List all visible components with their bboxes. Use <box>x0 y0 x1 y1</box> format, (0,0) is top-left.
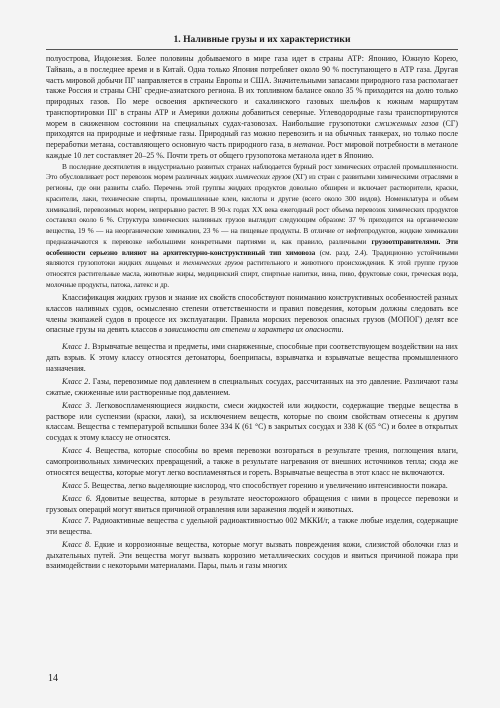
bold-phrase: грузоотправителями. Эти особенности серьезно влияют на архитектурно-конструктивный тип химовоза <box>46 236 458 257</box>
italic-term: Класс 6 <box>62 494 90 504</box>
text-run: . Газы, перевозимые под давлением в специальных сосудах, рассчитанных на это давление. Различают газы сжатые, сжиженные или растворенные под давлением. <box>46 376 458 397</box>
paragraph <box>46 481 458 492</box>
header-rule <box>46 49 458 50</box>
text-run: . Едкие и коррозионные вещества, которые могут вызвать повреждения кожи, слизистой оболочки глаз и дыхательных путей. Эти вещества могут вызвать коррозию металлических сосудов и явиться причиной пожара при взаимодействии с некоторыми материалами. Пары, пыль и газы многих <box>46 539 458 571</box>
italic-term: технических грузов <box>183 258 244 268</box>
italic-term: химических грузов <box>235 172 291 182</box>
paragraph <box>46 540 458 572</box>
italic-term: пищевых <box>145 258 173 268</box>
paragraph <box>46 54 458 162</box>
paragraph <box>46 401 458 444</box>
text-run: (см. разд. 2.4). Традиционно устойчивыми являются грузопотоки жидких <box>46 247 458 268</box>
paragraph <box>46 293 458 336</box>
italic-term: Класс 2 <box>62 376 89 386</box>
text-run: и <box>172 258 184 268</box>
text-run: растительного и животного происхождения. К этой группе грузов относятся растительные масла, животные жиры, медицинский спирт, спиртные напитки, вина, пиво, фруктовые соки, греческая вода, молочные продукты, патока, латекс и др. <box>46 258 458 289</box>
paragraph <box>46 446 458 478</box>
text-run: В последние десятилетия в индустриально развитых странах наблюдается бурный рост химических отраслей промышленности. Это обусловливает рост перевозок морем различных жидких <box>46 161 458 182</box>
paragraph <box>46 494 458 516</box>
text-run: (ХГ) из стран с развитыми химическими отраслями в регионы, где они развиты слабо. Перечень этой группы жидких продуктов довольно обширен и включает растворители, краски, красители, лаки, технические спирты, промышленные клеи, кислоты и другие (всего около 300 видов). Номенклатура и объем химикалий, перевозимых морем, непрерывно растет. В 90-х годах XX века ежегодный рост объема перевозок химических продуктов составлял около 6 %. Структура химических наливных грузов выглядит следующим образом: 37 % приходится на органические вещества, 19 % — на неорганические химикалии, 23 % — на пищевые продукты. В отличие от нефтепродуктов, жидкие химикалии предназначаются к перевозке небольшими конкретными партиями и, как правило, различными <box>46 172 458 246</box>
text-run: . Ядовитые вещества, которые в результате неосторожного обращения с ними в процессе перевозки и грузовых операций могут явиться причиной отравления или заражения людей и животных. <box>46 494 458 514</box>
italic-term: Класс 1 <box>62 342 88 351</box>
paragraph <box>46 342 458 374</box>
italic-term: Класс 5 <box>62 481 88 490</box>
text-run: . Рост мировой потребности в метаноле каждые 10 лет составляет 20–25 %. Почти треть от общего грузопотока метанола идет в Японию. <box>46 140 458 160</box>
paragraph <box>46 516 458 538</box>
italic-term: в зависимости от степени и характера их опасности <box>159 325 342 335</box>
italic-term: метанол <box>293 140 323 149</box>
text-run: . Радиоактивные вещества с удельной радиоактивностью 002 МККИ/г, а также любые изделия, содержащие эти вещества. <box>46 515 458 536</box>
text-run: полуострова, Индонезия. Более половины добываемого в мире газа идет в страны АТР: Японию, Южную Корею, Тайвань, а в последнее время и в Китай. Одна только Япония потребляет около 90 % поступающего в АТР газа. Другая часть мировой добычи ПГ направляется в страны Европы и США. Значительными запасами природного газа располагает также Россия и страны СНГ средне-азиатского региона. В их топливном балансе около 35 % приходится на долю только природных газов. По мере освоения арктического и сахалинского газовых шельфов к южным маршрутам транспортировки ПГ в страны АТР и Америки должны добавиться северные. Углеводородные газы транспортируются морем в сжиженном состоянии на специальных судах-газовозах. Наибольшие грузопотоки <box>46 54 458 128</box>
text-run: . Легковоспламеняющиеся жидкости, смеси жидкостей или жидкости, содержащие твердые вещества в растворе или суспензии (краски, лаки), за исключением веществ, которые по своим свойствам отнесены к другим классам. Вещества с температурой вспышки более 334 К (61 °С) в закрытых сосудах и 338 К (65 °С) и более в открытых сосудах к этому классу не относятся. <box>46 400 458 442</box>
italic-term: Класс 4 <box>62 446 90 456</box>
italic-term: Класс 3 <box>62 400 90 410</box>
page-number: 14 <box>48 673 58 684</box>
text-run: . <box>341 325 344 335</box>
running-header: 1. Наливные грузы и их характеристики <box>173 34 351 45</box>
text-run: . Вещества, легко выделяющие кислород, что способствует горению и увеличению интенсивности пожара. <box>87 481 448 490</box>
paragraph <box>46 377 458 399</box>
page-body <box>46 54 458 572</box>
text-run: (СГ) приходятся на природные и нефтяные газы. Природный газ можно перевозить и на обычных танкерах, но только после переработки метана, составляющего основную часть природного газа, в <box>46 118 459 149</box>
text-run: . Вещества, которые способны во время перевозки возгораться в результате трения, поглощения влаги, самопроизвольных химических превращений, а также в результате нагревания от внешних источников тепла; сюда же относятся вещества, которые могут легко воспламеняться и гореть. Взрывчатые вещества в этот класс не включаются. <box>46 446 458 477</box>
text-run: Классификация жидких грузов и знание их свойств способствуют пониманию конструктивных особенностей разных классов наливных судов, осмысленно степени ответственности и правил поведения, которым должны следовать все члены экипажей судов в процессе их эксплуатации. Правила морских перевозок опасных грузов (МОПОГ) делят все опасные грузы на девять классов <box>46 293 458 335</box>
italic-term: сжиженных газов <box>374 118 439 128</box>
italic-term: Класс 7 <box>62 515 89 525</box>
text-run: . Взрывчатые вещества и предметы, ими снаряженные, способные при соответствующем воздействии на них дать взрыв. К этому классу относятся детонаторы, боеприпасы, взрывчатка и взрывчатые вещества промышленного назначения. <box>46 342 458 373</box>
paragraph <box>46 162 458 291</box>
italic-term: Класс 8 <box>62 539 89 549</box>
